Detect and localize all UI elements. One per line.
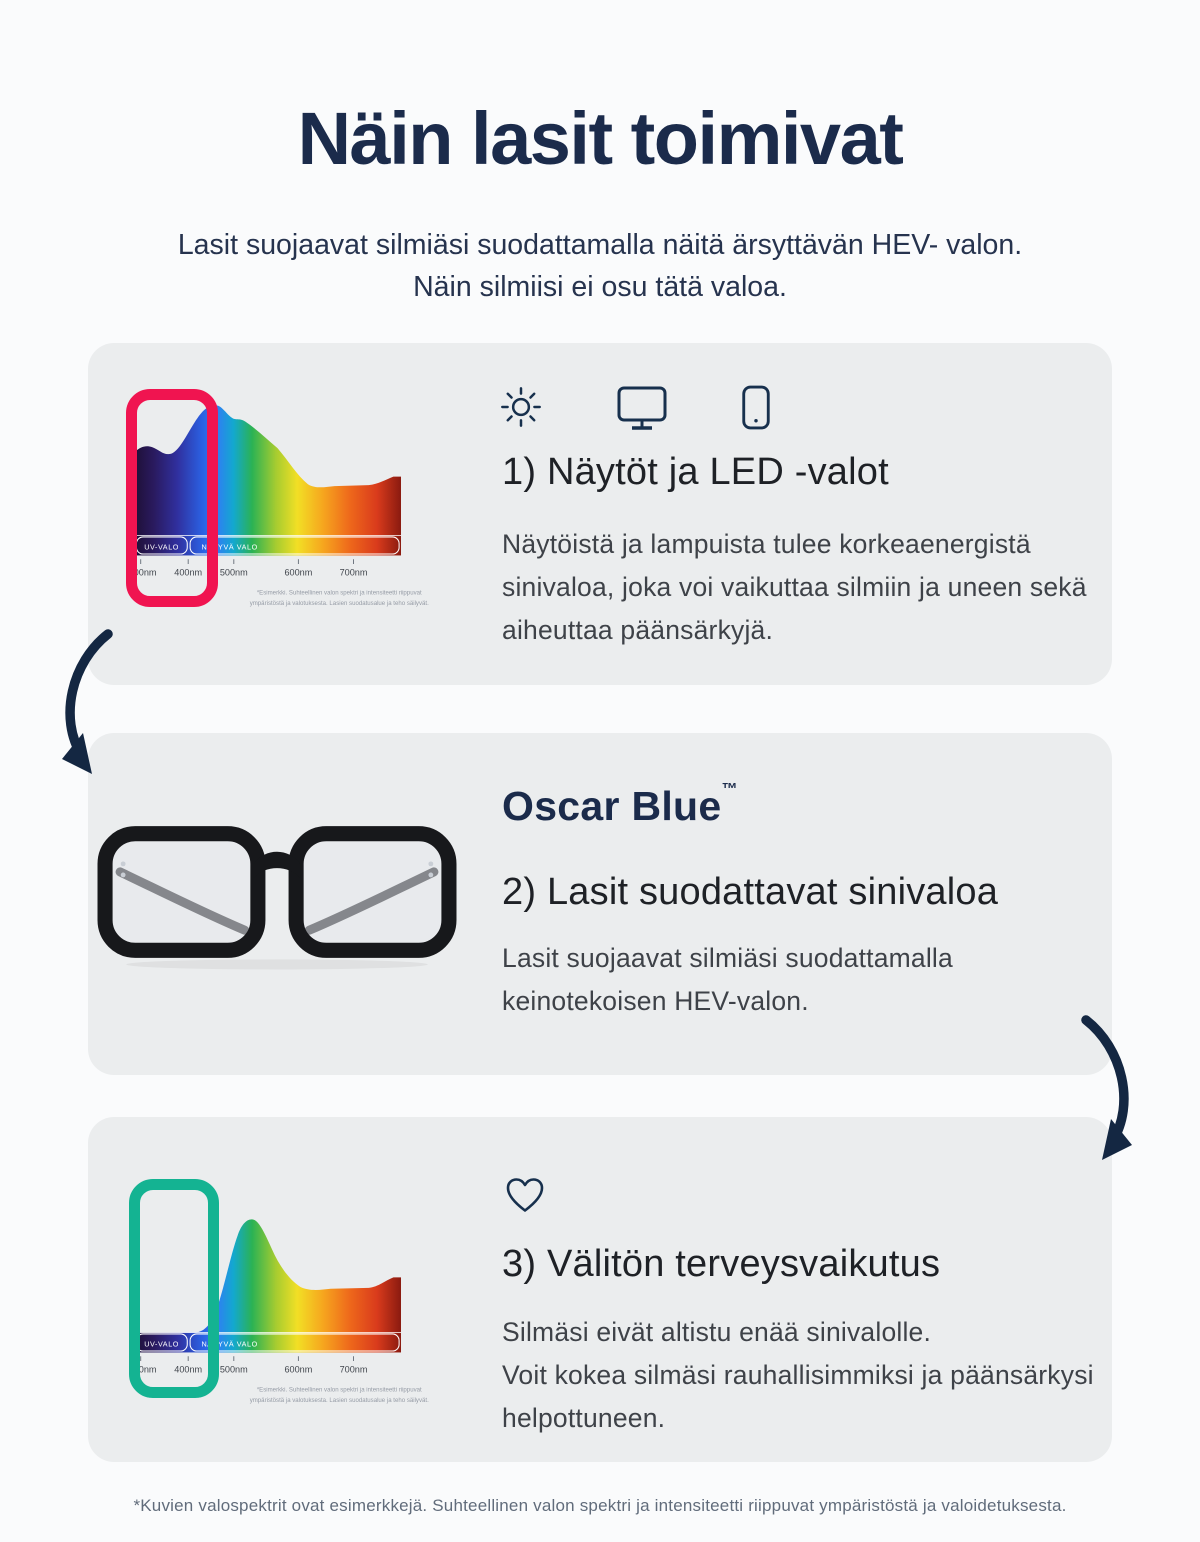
page-subtitle-line-1: Lasit suojaavat silmiäsi suodattamalla näitä ärsyttävän HEV- valon.: [177, 229, 1023, 261]
step-heading: 3) Välitön terveysvaikutus: [502, 1243, 941, 1285]
spectrum-uv-band-label: UV-VALO: [144, 542, 179, 552]
step-heading: 2) Lasit suodattavat sinivaloa: [502, 871, 999, 913]
step-card-2: [88, 733, 1112, 1075]
flow-arrow-down-icon: [50, 626, 122, 782]
spectrum-visible-band-label: NÄKYVÄ VALO: [201, 1339, 258, 1349]
step-card-3: [88, 1117, 1112, 1462]
step-card-1: [88, 343, 1112, 685]
step-body-line-1: Silmäsi eivät altistu enää sinivalolle.: [502, 1317, 932, 1347]
heart-icon: [505, 1177, 545, 1214]
sun-icon: [498, 384, 544, 430]
spectrum-tick-label: 700nm: [339, 567, 368, 578]
step-body: Näytöistä ja lampuista tulee korkeaenergistä sinivaloa, joka voi vaikuttaa silmiin ja uneen sekä aiheuttaa päänsärkyjä.: [502, 529, 1087, 645]
flow-arrow-down-icon: [1072, 1012, 1144, 1168]
smartphone-icon: [740, 384, 772, 431]
page-title: Näin lasit toimivat: [297, 97, 903, 180]
spectrum-caption-line-1: *Esimerkki. Suhteellinen valon spektri ja intensiteetti riippuvat: [256, 1386, 422, 1394]
step-body: Lasit suojaavat silmiäsi suodattamalla keinotekoisen HEV-valon.: [502, 943, 953, 1016]
spectrum-caption-line-2: ympäristöstä ja valotuksesta. Lasien suodatusalue ja teho säilyvät.: [249, 1396, 429, 1404]
brand-logo: [502, 781, 738, 830]
monitor-icon: [616, 384, 668, 431]
uv-blue-highlight-box: [126, 389, 218, 607]
spectrum-uv-band-label: UV-VALO: [144, 1339, 179, 1349]
footer-disclaimer: *Kuvien valospektrit ovat esimerkkejä. Suhteellinen valon spektri ja intensiteetti riippuvat ympäristöstä ja valoidetuksesta.: [133, 1496, 1067, 1515]
step-heading: 1) Näytöt ja LED -valot: [502, 451, 889, 493]
spectrum-tick-label: 600nm: [284, 1364, 313, 1375]
spectrum-tick-label: 500nm: [219, 567, 248, 578]
trademark-symbol: ™: [721, 781, 738, 798]
page-subtitle: [0, 224, 1200, 308]
spectrum-tick-label: 700nm: [339, 1364, 368, 1375]
spectrum-caption-line-2: ympäristöstä ja valotuksesta. Lasien suodatusalue ja teho säilyvät.: [249, 599, 429, 607]
spectrum-visible-band-label: NÄKYVÄ VALO: [201, 542, 258, 552]
glasses-image: [96, 801, 458, 973]
uv-highlight-box: [129, 1179, 219, 1398]
spectrum-tick-label: 300nm: [128, 567, 157, 578]
spectrum-caption-line-1: *Esimerkki. Suhteellinen valon spektri ja intensiteetti riippuvat: [256, 589, 422, 597]
spectrum-tick-label: 400nm: [174, 567, 203, 578]
spectrum-tick-label: 400nm: [174, 1364, 203, 1375]
spectrum-tick-label: 300nm: [128, 1364, 157, 1375]
page-subtitle-line-2: Näin silmiisi ei osu tätä valoa.: [413, 271, 787, 304]
step-body-line-2: Voit kokea silmäsi rauhallisimmiksi ja päänsärkysi helpottuneen.: [502, 1359, 1094, 1433]
spectrum-tick-label: 500nm: [219, 1364, 248, 1375]
light-source-icons: [498, 384, 772, 431]
brand-name: Oscar Blue: [502, 783, 722, 829]
spectrum-tick-label: 600nm: [284, 567, 313, 578]
step-body: [502, 1311, 1152, 1440]
